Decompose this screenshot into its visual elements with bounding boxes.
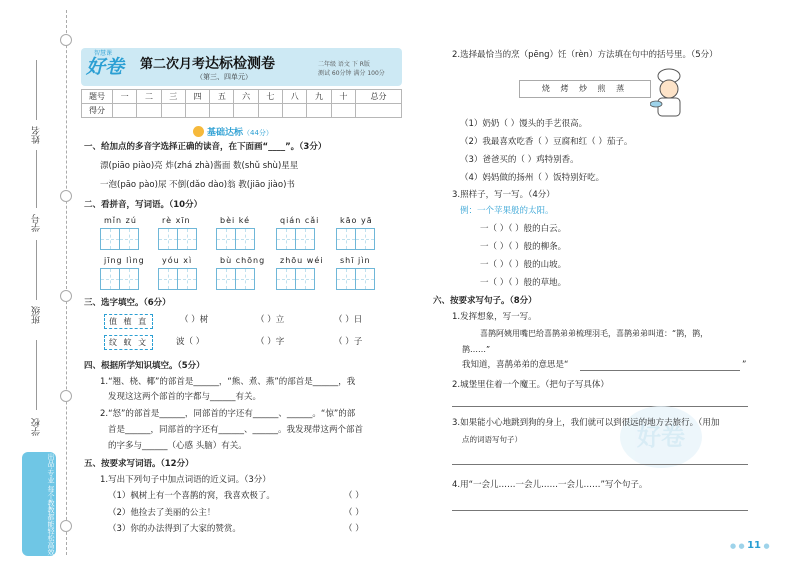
q3-choice-box2: 纹 蚊 文	[104, 335, 153, 350]
q5-item3: （3）你的办法得到了大家的赞赏。	[108, 524, 241, 534]
writing-grid	[158, 228, 196, 250]
writing-grid	[216, 268, 254, 290]
student-id-line	[36, 150, 37, 208]
binding-strip	[0, 0, 76, 566]
q4-line3: 2.“怒”的部首是______，同部首的字还有______、______。“惊”的部	[100, 409, 356, 419]
q4-line5: 的字多与______（心感 头脑）有关。	[108, 441, 247, 451]
writing-cell[interactable]	[119, 228, 139, 250]
r2-word-box: 烧 烤 炒 煎 蒸	[519, 80, 651, 98]
r6-item3b: 点的词语写句子）	[462, 435, 522, 444]
writing-grid	[336, 268, 374, 290]
q3-r2c3: （ ）子	[334, 337, 363, 347]
r6-item2: 2.城堡里住着一个魔王。（把句子写具体）	[452, 380, 609, 390]
r6-item4: 4.用“一会儿……一会儿……一会儿……”写个句子。	[452, 480, 648, 490]
writing-cell[interactable]	[295, 228, 315, 250]
score-entry-cell: 得分	[82, 104, 113, 118]
r3-item1: 一（ ）（ ）般的白云。	[480, 224, 567, 234]
score-header-cell: 四	[185, 90, 209, 104]
answer-line	[452, 510, 748, 511]
q5-blank3: （ ）	[344, 524, 364, 534]
score-entry-cell	[307, 104, 331, 118]
writing-grid	[216, 228, 254, 250]
score-entry-cell	[331, 104, 355, 118]
r6-item1: 1.发挥想象，写一写。	[452, 312, 537, 322]
binding-hole	[60, 290, 72, 302]
writing-cell[interactable]	[158, 228, 178, 250]
writing-cell[interactable]	[355, 228, 375, 250]
score-table	[81, 89, 402, 118]
binding-hole	[60, 520, 72, 532]
q3-r1c3: （ ）日	[334, 315, 363, 325]
score-entry-cell	[234, 104, 258, 118]
score-entry-cell	[258, 104, 282, 118]
writing-cell[interactable]	[100, 228, 120, 250]
score-header-cell: 一	[113, 90, 137, 104]
pinyin-label: bù chōng	[220, 256, 266, 265]
pinyin-label: mǐn zú	[104, 216, 137, 225]
exam-meta	[318, 60, 385, 78]
q1-line2: 一泡(pāo pào)尿 不倒(dǎo dào)翁 教(jiāo jiào)书	[100, 180, 295, 190]
r6-item1-follow: 我知道，喜鹊弟弟的意思是“	[462, 360, 569, 370]
score-header-row	[82, 90, 402, 104]
q5-item1: （1）枫树上有一个喜鹊的窝，我喜欢极了。	[108, 491, 275, 501]
brand-text: 好卷	[86, 56, 125, 78]
writing-grid	[100, 228, 138, 250]
q3-heading: 三、选字填空。（6分）	[84, 298, 171, 308]
writing-cell[interactable]	[276, 268, 296, 290]
pinyin-label: yóu xì	[162, 256, 193, 265]
q3-r1c2: （ ）立	[256, 315, 285, 325]
score-header-cell: 八	[283, 90, 307, 104]
meta-line1: 二年级 语文 下 R版	[318, 61, 370, 68]
writing-cell[interactable]	[100, 268, 120, 290]
writing-cell[interactable]	[177, 268, 197, 290]
pinyin-label: jīng lìng	[104, 256, 145, 265]
class-line	[36, 240, 37, 300]
q2-heading: 二、看拼音，写词语。（10分）	[84, 200, 203, 210]
q3-choice-box1: 值 植 直	[104, 314, 153, 329]
title-bold: 达标检测卷	[205, 56, 276, 72]
q1-line1: 漂(piāo piào)亮 炸(zhá zhà)酱面 数(shǔ shù)星星	[100, 161, 299, 171]
q4-line4: 首是______，同部首的字还有______、______。我发现带这两个部首	[108, 425, 364, 435]
score-header-cell: 三	[161, 90, 185, 104]
chef-illustration	[650, 68, 688, 118]
r6-item3: 3.如果能小心地跳到狗的身上，我们就可以到很远的地方去旅行。（用加	[452, 418, 720, 428]
q5-blank1: （ ）	[344, 491, 364, 501]
writing-grid	[158, 268, 196, 290]
writing-cell[interactable]	[235, 268, 255, 290]
answer-line	[580, 370, 740, 371]
binding-hole	[60, 390, 72, 402]
score-entry-cell	[283, 104, 307, 118]
writing-cell[interactable]	[158, 268, 178, 290]
q3-r1c1: （ ）树	[180, 315, 209, 325]
class-label: 班级	[32, 306, 42, 324]
meta-line2: 测试 60分钟 满分 100分	[318, 70, 385, 77]
cut-line	[66, 10, 67, 555]
writing-grid	[100, 268, 138, 290]
score-header-cell: 六	[234, 90, 258, 104]
writing-grid	[276, 228, 314, 250]
student-id-label: 学号	[32, 214, 42, 232]
q5-heading: 五、按要求写词语。（12分）	[84, 459, 194, 469]
writing-cell[interactable]	[336, 268, 356, 290]
q5-item2: （2）他捡去了美丽的公主！	[108, 508, 216, 518]
writing-cell[interactable]	[295, 268, 315, 290]
r3-item2: 一（ ）（ ）般的柳条。	[480, 242, 567, 252]
writing-cell[interactable]	[276, 228, 296, 250]
promo-banner: 出品·专业 每个教教都能轻松高效	[22, 452, 56, 556]
writing-cell[interactable]	[336, 228, 356, 250]
school-label: 学校	[32, 418, 42, 436]
r6-item1-end: ”	[742, 360, 747, 370]
score-entry-cell	[355, 104, 401, 118]
score-header-cell: 题号	[82, 90, 113, 104]
answer-line	[452, 464, 748, 465]
binding-hole	[60, 34, 72, 46]
score-header-cell: 五	[210, 90, 234, 104]
writing-cell[interactable]	[235, 228, 255, 250]
writing-cell[interactable]	[216, 268, 236, 290]
score-entry-cell	[113, 104, 137, 118]
q1-heading: 一、给加点的多音字选择正确的读音，在下面画“____”。（3分）	[84, 142, 327, 152]
score-entry-row	[82, 104, 402, 118]
page-title	[140, 53, 275, 73]
pinyin-label: kāo yā	[340, 216, 373, 225]
watermark-stamp: 好卷	[620, 406, 702, 468]
writing-cell[interactable]	[119, 268, 139, 290]
score-entry-cell	[185, 104, 209, 118]
q3-r2c1: 波（ ）	[176, 337, 205, 347]
score-header-cell: 九	[307, 90, 331, 104]
page-number-text: 11	[747, 540, 762, 551]
score-header-cell: 十	[331, 90, 355, 104]
bulb-icon	[193, 126, 204, 137]
brand-logo	[86, 52, 132, 82]
r3-example: 例：一个苹果般的太阳。	[460, 206, 554, 216]
writing-grid	[276, 268, 314, 290]
writing-cell[interactable]	[355, 268, 375, 290]
r2-heading: 2.选择最恰当的烹（pēng）饪（rèn）方法填在句中的括号里。（5分）	[452, 50, 718, 60]
school-line	[36, 340, 37, 410]
q4-line1: 1.“翘、桡、椰”的部首是______，“熊、煮、燕”的部首是______，我	[100, 377, 356, 387]
r2-item2: （2）我最喜欢吃香（ ）豆腐和红（ ）茄子。	[460, 137, 633, 147]
section-title	[193, 125, 273, 138]
q4-line2: 发现这这两个部首的字都与______有关。	[108, 392, 262, 402]
name-label: 姓名	[32, 126, 42, 144]
pinyin-label: bèi ké	[220, 216, 251, 225]
score-header-cell: 二	[137, 90, 161, 104]
page-number: ● ● 11 ●	[730, 540, 770, 551]
r3-heading: 3.照样子，写一写。（4分）	[452, 190, 555, 200]
pinyin-label: rè xīn	[162, 216, 191, 225]
r3-item4: 一（ ）（ ）般的草地。	[480, 278, 567, 288]
score-entry-cell	[210, 104, 234, 118]
writing-grid	[336, 228, 374, 250]
r6-heading: 六、按要求写句子。（8分）	[433, 296, 537, 306]
q5-blank2: （ ）	[344, 508, 364, 518]
r2-item4: （4）妈妈做的扬州（ ）饭特别好吃。	[460, 173, 605, 183]
writing-cell[interactable]	[216, 228, 236, 250]
section-points: （44分）	[243, 129, 273, 137]
score-entry-cell	[137, 104, 161, 118]
score-header-cell: 总分	[355, 90, 401, 104]
pinyin-label: qián cǎi	[280, 216, 320, 225]
r6-item1-quote: 喜鹊阿姨用嘴巴给喜鹊弟弟梳理羽毛，喜鹊弟弟叫道：“鹊，鹊，	[480, 329, 709, 338]
q3-r2c2: （ ）字	[256, 337, 285, 347]
section-title-text: 基础达标	[207, 128, 244, 138]
subtitle: （第三、四单元）	[196, 73, 252, 81]
r3-item3: 一（ ）（ ）般的山坡。	[480, 260, 567, 270]
r2-item1: （1）奶奶（ ）馒头的手艺很高。	[460, 119, 588, 129]
answer-line	[452, 406, 748, 407]
writing-cell[interactable]	[177, 228, 197, 250]
q4-heading: 四、根据所学知识填空。（5分）	[84, 361, 205, 371]
pinyin-label: zhōu wéi	[280, 256, 324, 265]
title-plain: 第二次月考	[140, 57, 206, 72]
name-line	[36, 60, 37, 120]
score-header-cell: 七	[258, 90, 282, 104]
r2-item3: （3）爸爸买的（ ）鸡特别香。	[460, 155, 579, 165]
brand-small: 智慧课	[94, 50, 113, 57]
pinyin-label: shī jìn	[340, 256, 371, 265]
score-entry-cell	[161, 104, 185, 118]
q5-sub: 1.写出下列句子中加点词语的近义词。（3分）	[100, 475, 271, 485]
binding-hole	[60, 190, 72, 202]
r6-item1-quote2: 鹊……”	[462, 345, 491, 354]
